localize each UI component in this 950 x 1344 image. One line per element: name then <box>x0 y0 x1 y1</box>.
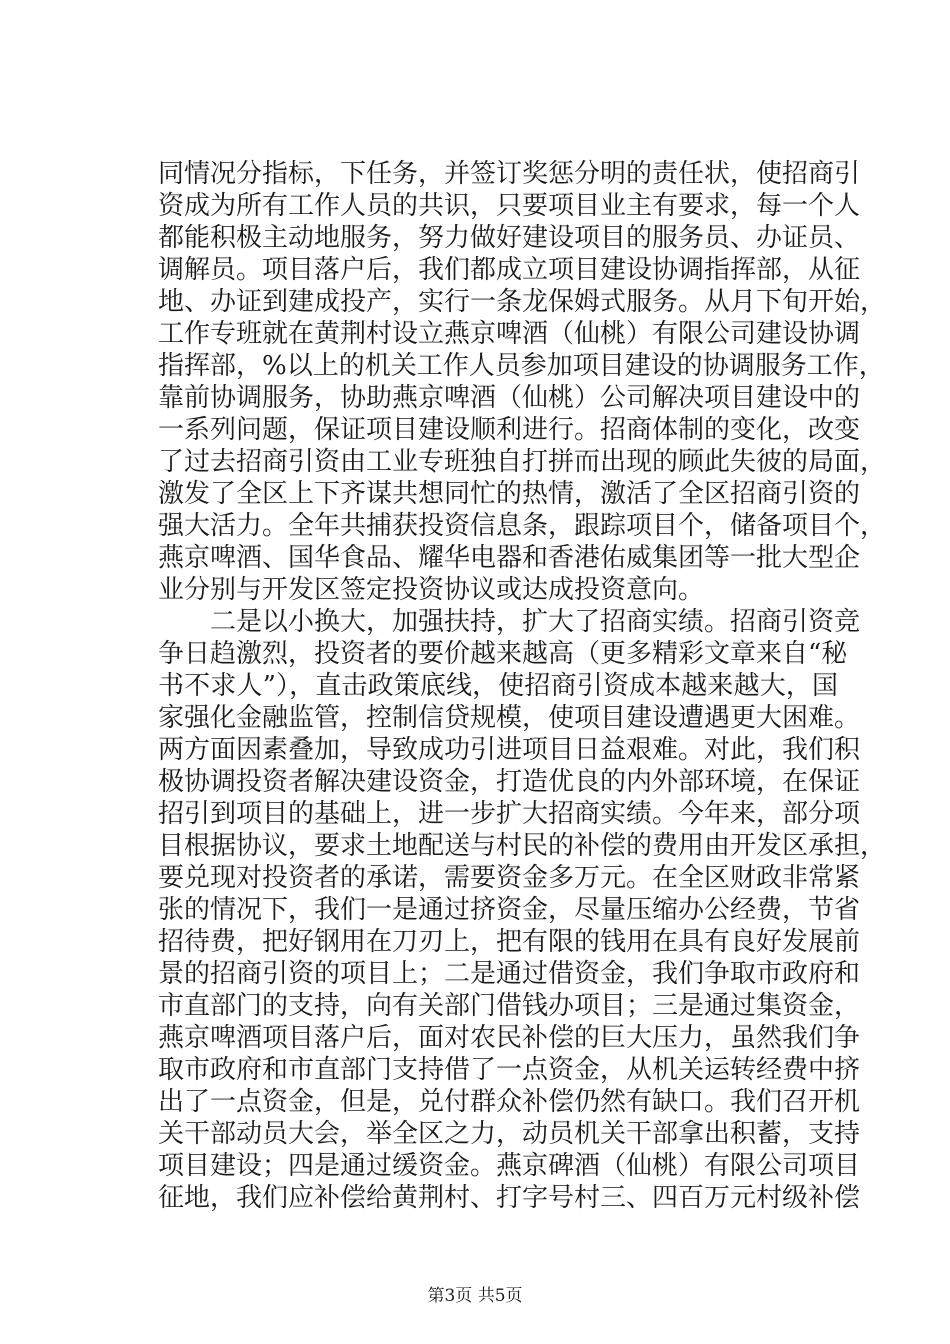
text-line: 市直部门的支持，向有关部门借钱办项目；三是通过集资金， <box>158 991 861 1021</box>
text-line: 强大活力。全年共捕获投资信息条，跟踪项目个，储备项目个， <box>158 511 887 541</box>
text-line: 两方面因素叠加，导致成功引进项目日益艰难。对此，我们积 <box>158 735 861 765</box>
text-line: 燕京啤酒项目落户后，面对农民补偿的巨大压力，虽然我们争 <box>158 1023 861 1053</box>
text-line: 工作专班就在黄荆村设立燕京啤酒（仙桃）有限公司建设协调 <box>158 319 861 349</box>
text-line: 招待费，把好钢用在刀刃上，把有限的钱用在具有良好发展前 <box>158 927 861 957</box>
text-line: 了过去招商引资由工业专班独自打拼而出现的顾此失彼的局面， <box>158 447 887 477</box>
text-line: 燕京啤酒、国华食品、耀华电器和香港佑威集团等一批大型企 <box>158 543 861 573</box>
text-line: 目根据协议，要求土地配送与村民的补偿的费用由开发区承担， <box>158 831 887 861</box>
text-line: 项目建设；四是通过缓资金。燕京碑酒（仙桃）有限公司项目 <box>158 1151 861 1181</box>
text-line: 招引到项目的基础上，进一步扩大招商实绩。今年来，部分项 <box>158 799 861 829</box>
text-line: 取市政府和市直部门支持借了一点资金，从机关运转经费中挤 <box>158 1055 861 1085</box>
text-line: 家强化金融监管，控制信贷规模，使项目建设遭遇更大困难。 <box>158 703 861 733</box>
text-line: 都能积极主动地服务，努力做好建设项目的服务员、办证员、 <box>158 223 861 253</box>
text-line: 一系列问题，保证项目建设顺利进行。招商体制的变化，改变 <box>158 415 861 445</box>
text-line: 靠前协调服务，协助燕京啤酒（仙桃）公司解决项目建设中的 <box>158 383 861 413</box>
text-line: 书不求人”），直击政策底线，使招商引资成本越来越大，国 <box>158 671 838 701</box>
text-line: 争日趋激烈，投资者的要价越来越高（更多精彩文章来自“秘 <box>158 639 848 669</box>
text-line: 资成为所有工作人员的共识，只要项目业主有要求，每一个人 <box>158 191 861 221</box>
text-line: 出了一点资金，但是，兑付群众补偿仍然有缺口。我们召开机 <box>158 1087 861 1117</box>
text-line: 同情况分指标，下任务，并签订奖惩分明的责任状，使招商引 <box>158 159 861 189</box>
text-line: 关干部动员大会，举全区之力，动员机关干部拿出积蓄，支持 <box>158 1119 861 1149</box>
text-line: 地、办证到建成投产，实行一条龙保姆式服务。从月下旬开始， <box>158 287 887 317</box>
text-line: 二是以小换大，加强扶持，扩大了招商实绩。招商引资竞 <box>210 607 861 637</box>
text-line: 景的招商引资的项目上；二是通过借资金，我们争取市政府和 <box>158 959 861 989</box>
text-line: 征地，我们应补偿给黄荆村、打字号村三、四百万元村级补偿 <box>158 1183 861 1213</box>
body-text <box>158 158 887 1214</box>
text-line: 业分别与开发区签定投资协议或达成投资意向。 <box>158 575 705 605</box>
text-line: 调解员。项目落户后，我们都成立项目建设协调指挥部，从征 <box>158 255 861 285</box>
text-line: 张的情况下，我们一是通过挤资金，尽量压缩办公经费，节省 <box>158 895 861 925</box>
text-line: 极协调投资者解决建设资金，打造优良的内外部环境，在保证 <box>158 767 861 797</box>
text-line: 激发了全区上下齐谋共想同忙的热情，激活了全区招商引资的 <box>158 479 861 509</box>
page-footer: 第3页 共5页 <box>427 1286 523 1306</box>
text-line: 要兑现对投资者的承诺，需要资金多万元。在全区财政非常紧 <box>158 863 861 893</box>
text-line: 指挥部，%以上的机关工作人员参加项目建设的协调服务工作， <box>158 351 885 381</box>
